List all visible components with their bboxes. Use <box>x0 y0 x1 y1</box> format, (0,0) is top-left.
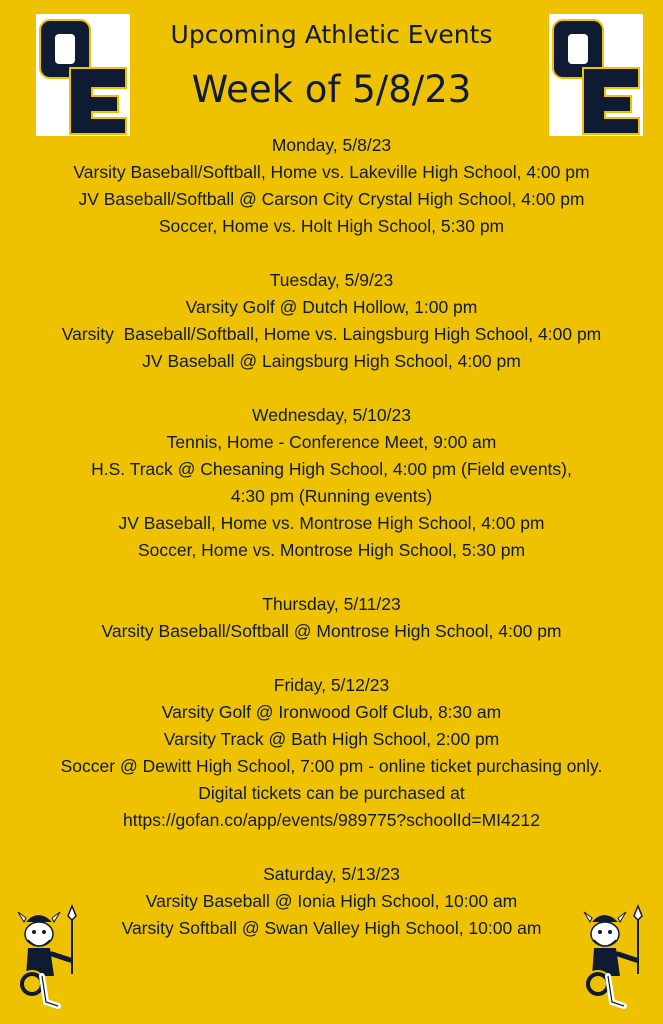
event-line: Varsity Baseball/Softball @ Montrose High School, 4:00 pm <box>101 621 562 641</box>
event-line: JV Baseball, Home vs. Montrose High School, 4:00 pm <box>118 513 545 533</box>
event-line: Soccer @ Dewitt High School, 7:00 pm - online ticket purchasing only. <box>60 756 603 776</box>
event-line: Varsity Baseball @ Ionia High School, 10:00 am <box>145 891 518 911</box>
week-heading: Week of 5/8/23 <box>191 68 472 111</box>
day-heading-friday: Friday, 5/12/23 <box>273 675 390 695</box>
day-heading-thursday: Thursday, 5/11/23 <box>262 594 401 614</box>
oe-logo-left <box>36 14 130 136</box>
oe-logo-icon <box>36 14 130 136</box>
event-line: Varsity Golf @ Ironwood Golf Club, 8:30 am <box>161 702 502 722</box>
oe-logo-right <box>549 14 643 136</box>
event-line: 4:30 pm (Running events) <box>230 486 433 506</box>
event-line: H.S. Track @ Chesaning High School, 4:00 pm (Field events), <box>91 459 572 479</box>
event-line: Soccer, Home vs. Montrose High School, 5:30 pm <box>137 540 526 560</box>
event-line: Soccer, Home vs. Holt High School, 5:30 pm <box>158 216 505 236</box>
event-line: Digital tickets can be purchased at <box>198 783 465 803</box>
event-line: Varsity Track @ Bath High School, 2:00 pm <box>163 729 500 749</box>
day-heading-tuesday: Tuesday, 5/9/23 <box>269 270 394 290</box>
event-line: Varsity Baseball/Softball, Home vs. Laingsburg High School, 4:00 pm <box>61 324 602 344</box>
event-line: JV Baseball/Softball @ Carson City Crystal High School, 4:00 pm <box>78 189 585 209</box>
event-line: Varsity Baseball/Softball, Home vs. Lakeville High School, 4:00 pm <box>73 162 590 182</box>
event-line: JV Baseball @ Laingsburg High School, 4:00 pm <box>142 351 521 371</box>
day-heading-monday: Monday, 5/8/23 <box>271 135 392 155</box>
ticket-url: https://gofan.co/app/events/989775?schoolId=MI4212 <box>123 810 540 830</box>
viking-mascot-left <box>16 904 80 1014</box>
event-schedule <box>0 132 663 942</box>
oe-logo-icon <box>549 14 643 136</box>
day-heading-wednesday: Wednesday, 5/10/23 <box>252 405 411 425</box>
event-line: Tennis, Home - Conference Meet, 9:00 am <box>166 432 497 452</box>
day-heading-saturday: Saturday, 5/13/23 <box>263 864 400 884</box>
viking-mascot-icon <box>16 904 80 1014</box>
page-title: Upcoming Athletic Events <box>170 20 493 49</box>
viking-mascot-right <box>582 904 646 1014</box>
viking-mascot-icon <box>582 904 646 1014</box>
event-line: Varsity Softball @ Swan Valley High School, 10:00 am <box>121 918 542 938</box>
event-line: Varsity Golf @ Dutch Hollow, 1:00 pm <box>185 297 478 317</box>
